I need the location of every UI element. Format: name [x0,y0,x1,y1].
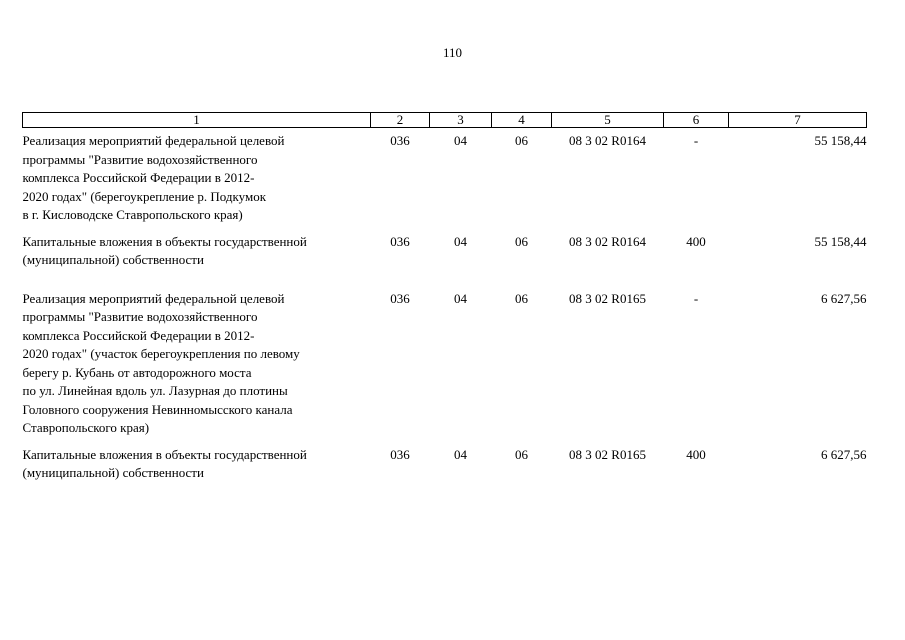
column-header-1: 1 [23,113,371,128]
row-amount: 55 158,44 [814,133,867,148]
page-number: 110 [442,45,463,60]
row-expense-type: - [693,133,699,148]
column-header-2: 2 [371,113,430,128]
row-amount: 6 627,56 [821,290,867,306]
row-expense-type: 400 [686,446,706,462]
column-header-7: 7 [729,113,867,128]
row-description: Капитальные вложения в объекты государственной (муниципальной) собственности [22,233,307,267]
table-row [23,233,867,290]
row-subsection: 06 [515,133,528,148]
row-subsection: 06 [515,446,528,462]
budget-table [22,112,867,483]
row-description: Реализация мероприятий федеральной целевой программы "Развитие водохозяйственного комплекса Российской Федерации в 2012- 2020 годах" (берегоукрепление р. Подкумок в г. Кисловодске Ставропольского края) [22,133,285,222]
row-subsection: 06 [515,233,528,249]
row-amount: 55 158,44 [814,233,867,249]
row-target-article: 08 3 02 R0164 [569,133,646,148]
row-subsection: 06 [515,290,528,306]
row-ministry: 036 [390,233,410,249]
row-amount: 6 627,56 [821,446,867,462]
row-expense-type: - [693,290,699,306]
row-section: 04 [454,290,467,306]
row-expense-type: 400 [686,233,706,249]
table-header-row [23,113,867,128]
row-section: 04 [454,133,467,148]
column-header-3: 3 [430,113,492,128]
column-header-5: 5 [552,113,664,128]
row-target-article: 08 3 02 R0165 [569,446,646,462]
row-ministry: 036 [390,290,410,306]
table-row [23,446,867,483]
row-description: Реализация мероприятий федеральной целевой программы "Развитие водохозяйственного комплекса Российской Федерации в 2012- 2020 годах" (участок берегоукрепления по левому берегу р. Кубань от автодорожного моста по ул. Линейная вдоль ул. Лазурная до плотины Головного сооружения Невинномысского канала Ставропольского края) [22,290,300,435]
row-section: 04 [454,233,467,249]
row-ministry: 036 [390,133,410,148]
table-row [23,290,867,446]
table-row [23,128,867,233]
column-header-6: 6 [664,113,729,128]
row-ministry: 036 [390,446,410,462]
row-target-article: 08 3 02 R0164 [569,233,646,249]
row-target-article: 08 3 02 R0165 [569,290,646,306]
row-section: 04 [454,446,467,462]
column-header-4: 4 [492,113,552,128]
row-description: Капитальные вложения в объекты государственной (муниципальной) собственности [22,446,307,480]
